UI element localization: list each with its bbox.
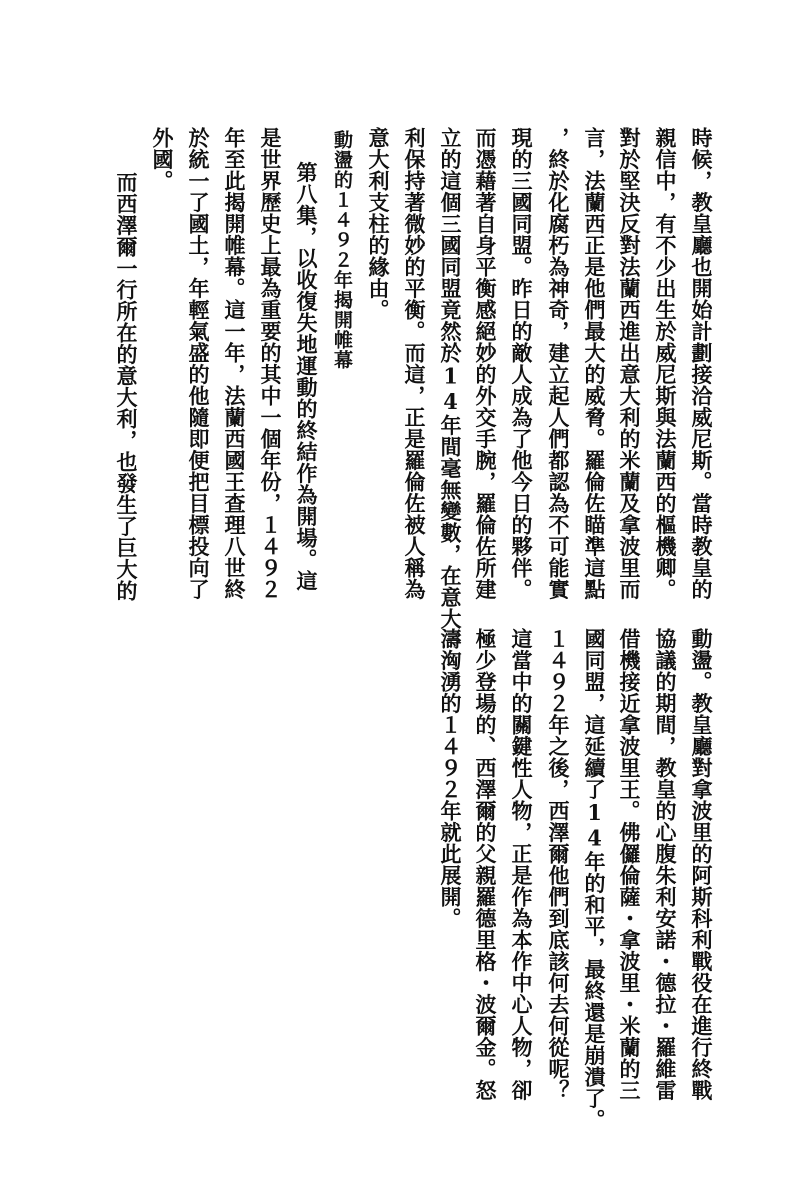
lower-text-column: 借機接近拿波里王。佛儸倫薩・拿波里・米蘭的三 <box>617 628 642 1101</box>
upper-text-column: 外國。 <box>150 127 175 192</box>
upper-text-column: 意大利支柱的緣由。 <box>366 127 391 321</box>
upper-text-column: 而憑藉著自身平衡感絕妙的外交手腕，羅倫佐所建 <box>473 127 498 600</box>
upper-text-column: 於統一了國土，年輕氣盛的他隨即便把目標投向了 <box>186 127 211 600</box>
upper-text-column: ，終於化腐朽為神奇，建立起人們都認為不可能實 <box>546 127 571 600</box>
upper-text-column: 年至此揭開帷幕。這一年，法蘭西國王查理八世終 <box>222 127 247 600</box>
lower-text-column: 這當中的關鍵性人物，正是作為本作中心人物，卻 <box>509 628 534 1101</box>
lower-text-column: 協議的期間，教皇的心腹朱利安諾・德拉・羅維雷 <box>653 628 678 1101</box>
lower-text-column: 國同盟，這延續了14年的和平，最終還是崩潰了。 <box>582 628 607 1131</box>
upper-text-column: 時候，教皇廳也開始計劃接洽威尼斯。當時教皇的 <box>689 127 714 600</box>
upper-text-column: 利保持著微妙的平衡。而這，正是羅倫佐被人稱為 <box>402 127 427 600</box>
upper-text-column: 立的這個三國同盟竟然於14年間毫無變數，在意大 <box>438 127 463 630</box>
upper-text-column: 言，法蘭西正是他們最大的威脅。羅倫佐瞄準這點 <box>582 127 607 600</box>
section-heading: 動盪的１４９２年揭開帷幕 <box>331 130 353 370</box>
upper-text-column: 親信中，有不少出生於威尼斯與法蘭西的樞機卿。 <box>653 127 678 600</box>
lower-text-column: 動盪。教皇廳對拿波里的阿斯科利戰役在進行終戰 <box>689 628 714 1101</box>
lower-text-column: 極少登場的、西澤爾的父親羅德里格・波爾金。怒 <box>473 628 498 1101</box>
upper-text-column: 現的三國同盟。昨日的敵人成為了他今日的夥伴。 <box>509 127 534 600</box>
lower-text-column: 濤洶湧的１４９２年就此展開。 <box>438 628 463 929</box>
upper-text-column: 是世界歷史上最為重要的其中一個年份，１４９２ <box>258 127 283 600</box>
upper-text-column: 對於堅決反對法蘭西進出意大利的米蘭及拿波里而 <box>617 127 642 600</box>
upper-text-column: 第八集，以收復失地運動的終結作為開場。這 <box>294 140 319 592</box>
upper-text-column: 而西澤爾一行所在的意大利，也發生了巨大的 <box>114 150 139 602</box>
lower-text-column: １４９２年之後，西澤爾他們到底該何去何從呢？ <box>546 628 571 1101</box>
